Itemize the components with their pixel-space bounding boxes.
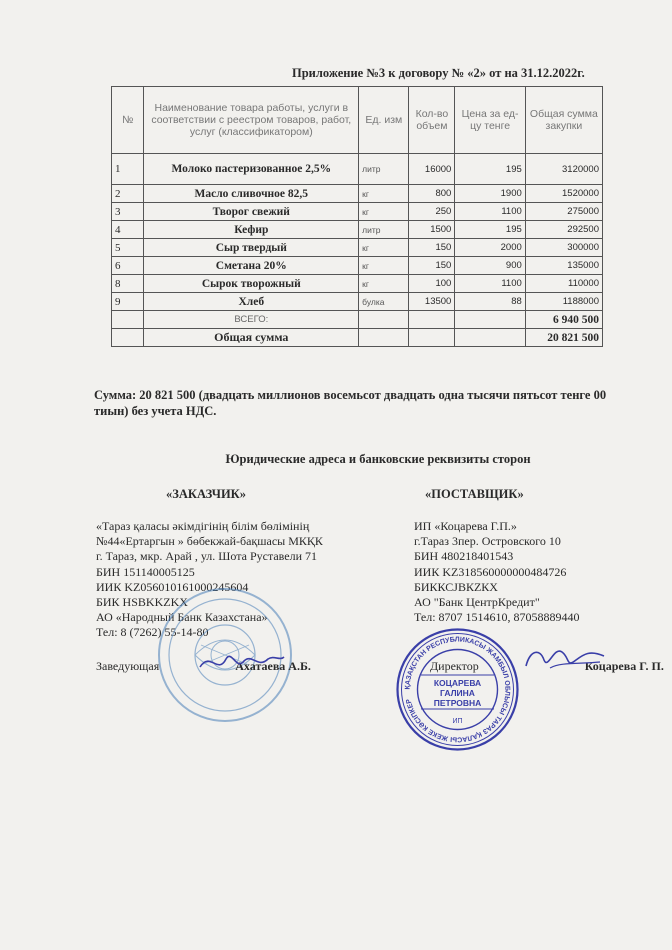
row-price: 1100 bbox=[455, 203, 525, 221]
row-name: Сырок творожный bbox=[144, 275, 359, 293]
customer-line: г. Тараз, мкр. Арай , ул. Шота Руставели 71 bbox=[96, 549, 318, 564]
row-price: 2000 bbox=[455, 239, 525, 257]
supplier-signature-icon bbox=[520, 640, 610, 676]
header-unit: Ед. изм bbox=[359, 87, 409, 154]
row-unit: кг bbox=[359, 239, 409, 257]
row-price: 88 bbox=[455, 293, 525, 311]
goods-table bbox=[111, 86, 603, 347]
sum-in-words: Сумма: 20 821 500 (двадцать миллионов восемьсот двадцать одна тысячи пятьсот тенге 00 тиын) без учета НДС. bbox=[94, 388, 607, 418]
row-unit: литр bbox=[359, 221, 409, 239]
supplier-line: Тел: 8707 1514610, 87058889440 bbox=[414, 610, 580, 625]
total-empty-cell bbox=[112, 311, 144, 329]
total-value: 6 940 500 bbox=[525, 311, 602, 329]
grand-empty-cell bbox=[112, 329, 144, 347]
supplier-stamp-line: КОЦАРЕВА bbox=[433, 678, 482, 688]
row-price: 900 bbox=[455, 257, 525, 275]
header-price: Цена за ед-цу тенге bbox=[455, 87, 525, 154]
row-sum: 1188000 bbox=[525, 293, 602, 311]
row-num: 5 bbox=[112, 239, 144, 257]
row-name: Творог свежий bbox=[144, 203, 359, 221]
row-qty: 100 bbox=[409, 275, 455, 293]
supplier-stamp-ring-text: ҚАЗАҚСТАН РЕСПУБЛИКАСЫ ЖАМБЫЛ ОБЛЫСЫ ТАРАЗ ҚАЛАСЫ ЖЕКЕ КӘСІПКЕР bbox=[404, 636, 511, 743]
header-num: № bbox=[112, 87, 144, 154]
row-num: 2 bbox=[112, 185, 144, 203]
table-row bbox=[112, 293, 603, 311]
supplier-line: БИККСJВКZКХ bbox=[414, 579, 498, 594]
row-price: 1100 bbox=[455, 275, 525, 293]
row-qty: 800 bbox=[409, 185, 455, 203]
supplier-sign-name: Коцарева Г. П. bbox=[584, 659, 664, 673]
header-qty: Кол-во объем bbox=[409, 87, 455, 154]
row-sum: 110000 bbox=[525, 275, 602, 293]
row-unit: кг bbox=[359, 203, 409, 221]
customer-label: «ЗАКАЗЧИК» bbox=[166, 487, 246, 501]
row-unit: булка bbox=[359, 293, 409, 311]
row-name: Молоко пастеризованное 2,5% bbox=[144, 154, 359, 185]
total-empty-cell bbox=[455, 311, 525, 329]
table-header-row bbox=[112, 87, 603, 154]
customer-sign-name: Ахатаева А.Б. bbox=[235, 659, 311, 673]
row-price: 195 bbox=[455, 154, 525, 185]
supplier-line: ИИК KZ318560000000484726 bbox=[414, 564, 567, 579]
customer-line: №44«Ертаргын » бөбекжай-бақшасы МКҚК bbox=[96, 534, 323, 549]
header-sum: Общая сумма закупки bbox=[525, 87, 602, 154]
row-qty: 250 bbox=[409, 203, 455, 221]
row-name: Сметана 20% bbox=[144, 257, 359, 275]
row-qty: 13500 bbox=[409, 293, 455, 311]
row-num: 4 bbox=[112, 221, 144, 239]
grand-total-value: 20 821 500 bbox=[525, 329, 602, 347]
requisites-title: Юридические адреса и банковские реквизиты сторон bbox=[225, 452, 531, 466]
supplier-label: «ПОСТАВЩИК» bbox=[425, 487, 524, 501]
customer-line: «Тараз қаласы әкімдігінің білім бөлімінің bbox=[96, 519, 310, 533]
total-label: ВСЕГО: bbox=[144, 311, 359, 329]
table-row bbox=[112, 221, 603, 239]
row-sum: 135000 bbox=[525, 257, 602, 275]
row-sum: 1520000 bbox=[525, 185, 602, 203]
supplier-stamp-icon bbox=[395, 627, 520, 752]
supplier-line: ИП «Коцарева Г.П.» bbox=[414, 519, 517, 533]
row-unit: кг bbox=[359, 185, 409, 203]
supplier-sign-role: Директор bbox=[430, 659, 479, 673]
table-row bbox=[112, 154, 603, 185]
grand-empty-cell bbox=[359, 329, 409, 347]
row-num: 6 bbox=[112, 257, 144, 275]
row-sum: 292500 bbox=[525, 221, 602, 239]
customer-line: ИИК KZ056010161000245604 bbox=[96, 579, 249, 594]
row-name: Кефир bbox=[144, 221, 359, 239]
row-sum: 300000 bbox=[525, 239, 602, 257]
table-row bbox=[112, 275, 603, 293]
appendix-heading: Приложение №3 к договору № «2» от на 31.12.2022г. bbox=[292, 66, 585, 80]
row-qty: 150 bbox=[409, 257, 455, 275]
row-unit: кг bbox=[359, 257, 409, 275]
customer-line: АО «Народный Банк Казахстана» bbox=[96, 610, 268, 625]
grand-total-label: Общая сумма bbox=[144, 329, 359, 347]
total-empty-cell bbox=[359, 311, 409, 329]
table-row bbox=[112, 185, 603, 203]
header-name: Наименование товара работы, услуги в соответствии с реестром товаров, работ, услуг (классификатором) bbox=[144, 87, 359, 154]
row-name: Масло сливочное 82,5 bbox=[144, 185, 359, 203]
customer-line: БИН 151140005125 bbox=[96, 564, 195, 579]
supplier-stamp-line: ГАЛИНА bbox=[440, 688, 475, 698]
grand-empty-cell bbox=[409, 329, 455, 347]
row-qty: 16000 bbox=[409, 154, 455, 185]
customer-signature-icon bbox=[196, 645, 286, 679]
grand-empty-cell bbox=[455, 329, 525, 347]
table-row bbox=[112, 203, 603, 221]
row-name: Хлеб bbox=[144, 293, 359, 311]
row-unit: кг bbox=[359, 275, 409, 293]
total-row bbox=[112, 311, 603, 329]
row-num: 8 bbox=[112, 275, 144, 293]
row-sum: 3120000 bbox=[525, 154, 602, 185]
row-qty: 150 bbox=[409, 239, 455, 257]
supplier-line: БИН 480218401543 bbox=[414, 549, 514, 564]
customer-sign-role: Заведующая bbox=[96, 659, 160, 673]
row-unit: литр bbox=[359, 154, 409, 185]
row-price: 195 bbox=[455, 221, 525, 239]
row-num: 3 bbox=[112, 203, 144, 221]
row-num: 9 bbox=[112, 293, 144, 311]
total-empty-cell bbox=[409, 311, 455, 329]
supplier-stamp-bottom: ИП bbox=[452, 718, 463, 725]
row-qty: 1500 bbox=[409, 221, 455, 239]
row-name: Сыр твердый bbox=[144, 239, 359, 257]
customer-line: Тел: 8 (7262) 55-14-80 bbox=[96, 625, 209, 640]
row-sum: 275000 bbox=[525, 203, 602, 221]
supplier-requisites bbox=[414, 519, 580, 625]
supplier-line: г.Тараз 3пер. Островского 10 bbox=[414, 534, 561, 549]
table-row bbox=[112, 239, 603, 257]
grand-total-row bbox=[112, 329, 603, 347]
row-price: 1900 bbox=[455, 185, 525, 203]
table-row bbox=[112, 257, 603, 275]
supplier-line: АО "Банк ЦентрКредит" bbox=[414, 595, 540, 610]
row-num: 1 bbox=[112, 154, 144, 185]
customer-line: БИК HSBKKZKX bbox=[96, 595, 188, 610]
supplier-stamp-line: ПЕТРОВНА bbox=[433, 698, 482, 708]
